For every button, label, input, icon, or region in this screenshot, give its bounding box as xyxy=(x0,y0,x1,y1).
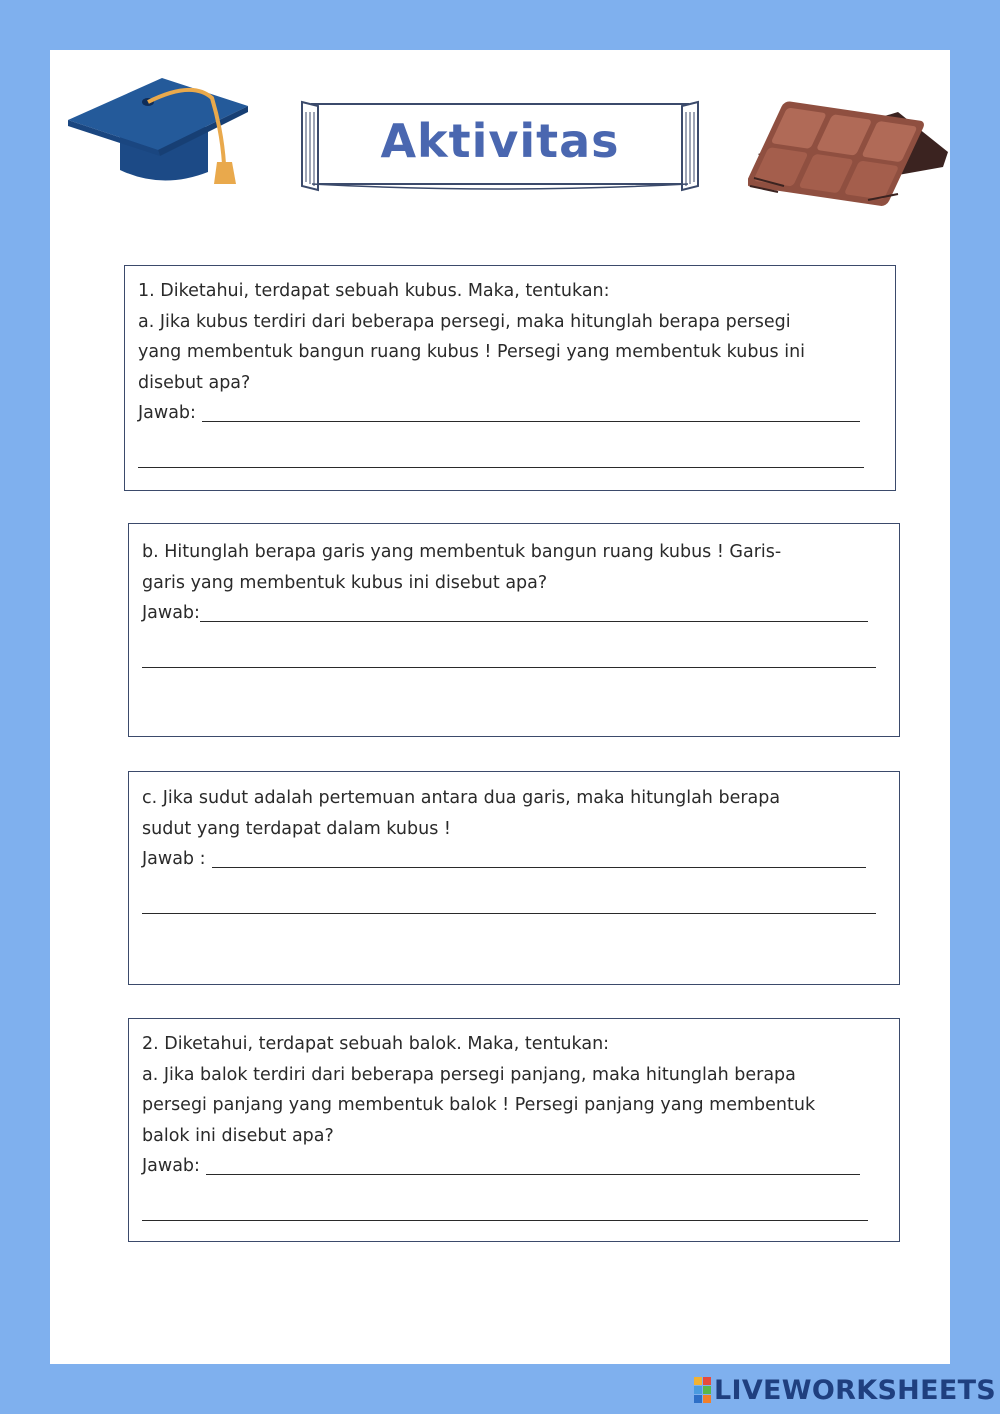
answer-label: Jawab: xyxy=(142,603,200,623)
question-text-line: b. Hitunglah berapa garis yang membentuk bangun ruang kubus ! Garis- xyxy=(142,542,782,562)
question-text-line: garis yang membentuk kubus ini disebut apa? xyxy=(142,572,548,593)
question-text-line: persegi panjang yang membentuk balok ! Persegi panjang yang membentuk xyxy=(142,1095,816,1115)
answer-label: Jawab: xyxy=(142,1156,200,1176)
answer-blank-line[interactable] xyxy=(206,1174,860,1175)
question-text-line: balok ini disebut apa? xyxy=(142,1125,334,1146)
question-box-1 xyxy=(124,265,896,491)
question-box-3 xyxy=(128,771,900,985)
title-banner xyxy=(300,98,700,194)
question-text-line: c. Jika sudut adalah pertemuan antara dua garis, maka hitunglah berapa xyxy=(142,788,781,808)
question-text-line: yang membentuk bangun ruang kubus ! Persegi yang membentuk kubus ini xyxy=(138,342,806,362)
question-box-2 xyxy=(128,523,900,737)
question-text-line: a. Jika balok terdiri dari beberapa persegi panjang, maka hitunglah berapa xyxy=(142,1064,796,1085)
graduation-cap-icon xyxy=(62,72,252,192)
page-title: Aktivitas xyxy=(380,114,620,168)
chocolate-bar-icon xyxy=(748,82,953,212)
answer-blank-line[interactable] xyxy=(202,421,860,422)
answer-label: Jawab : xyxy=(142,849,206,869)
answer-blank-line[interactable] xyxy=(142,667,876,668)
answer-blank-line[interactable] xyxy=(212,867,866,868)
answer-blank-line[interactable] xyxy=(142,1220,868,1221)
question-text-line: 2. Diketahui, terdapat sebuah balok. Maka, tentukan: xyxy=(142,1034,610,1054)
question-text-line: disebut apa? xyxy=(138,372,251,393)
brand-name: LIVEWORKSHEETS xyxy=(714,1374,997,1406)
question-box-4 xyxy=(128,1018,900,1242)
liveworksheets-cubes-icon xyxy=(694,1377,711,1403)
question-text-line: sudut yang terdapat dalam kubus ! xyxy=(142,818,451,839)
liveworksheets-logo[interactable] xyxy=(694,1374,996,1406)
question-text-line: a. Jika kubus terdiri dari beberapa persegi, maka hitunglah berapa persegi xyxy=(138,311,791,332)
answer-label: Jawab: xyxy=(138,403,196,423)
answer-blank-line[interactable] xyxy=(200,621,868,622)
answer-blank-line[interactable] xyxy=(138,467,864,468)
question-text-line: 1. Diketahui, terdapat sebuah kubus. Maka, tentukan: xyxy=(138,281,610,301)
answer-blank-line[interactable] xyxy=(142,913,876,914)
